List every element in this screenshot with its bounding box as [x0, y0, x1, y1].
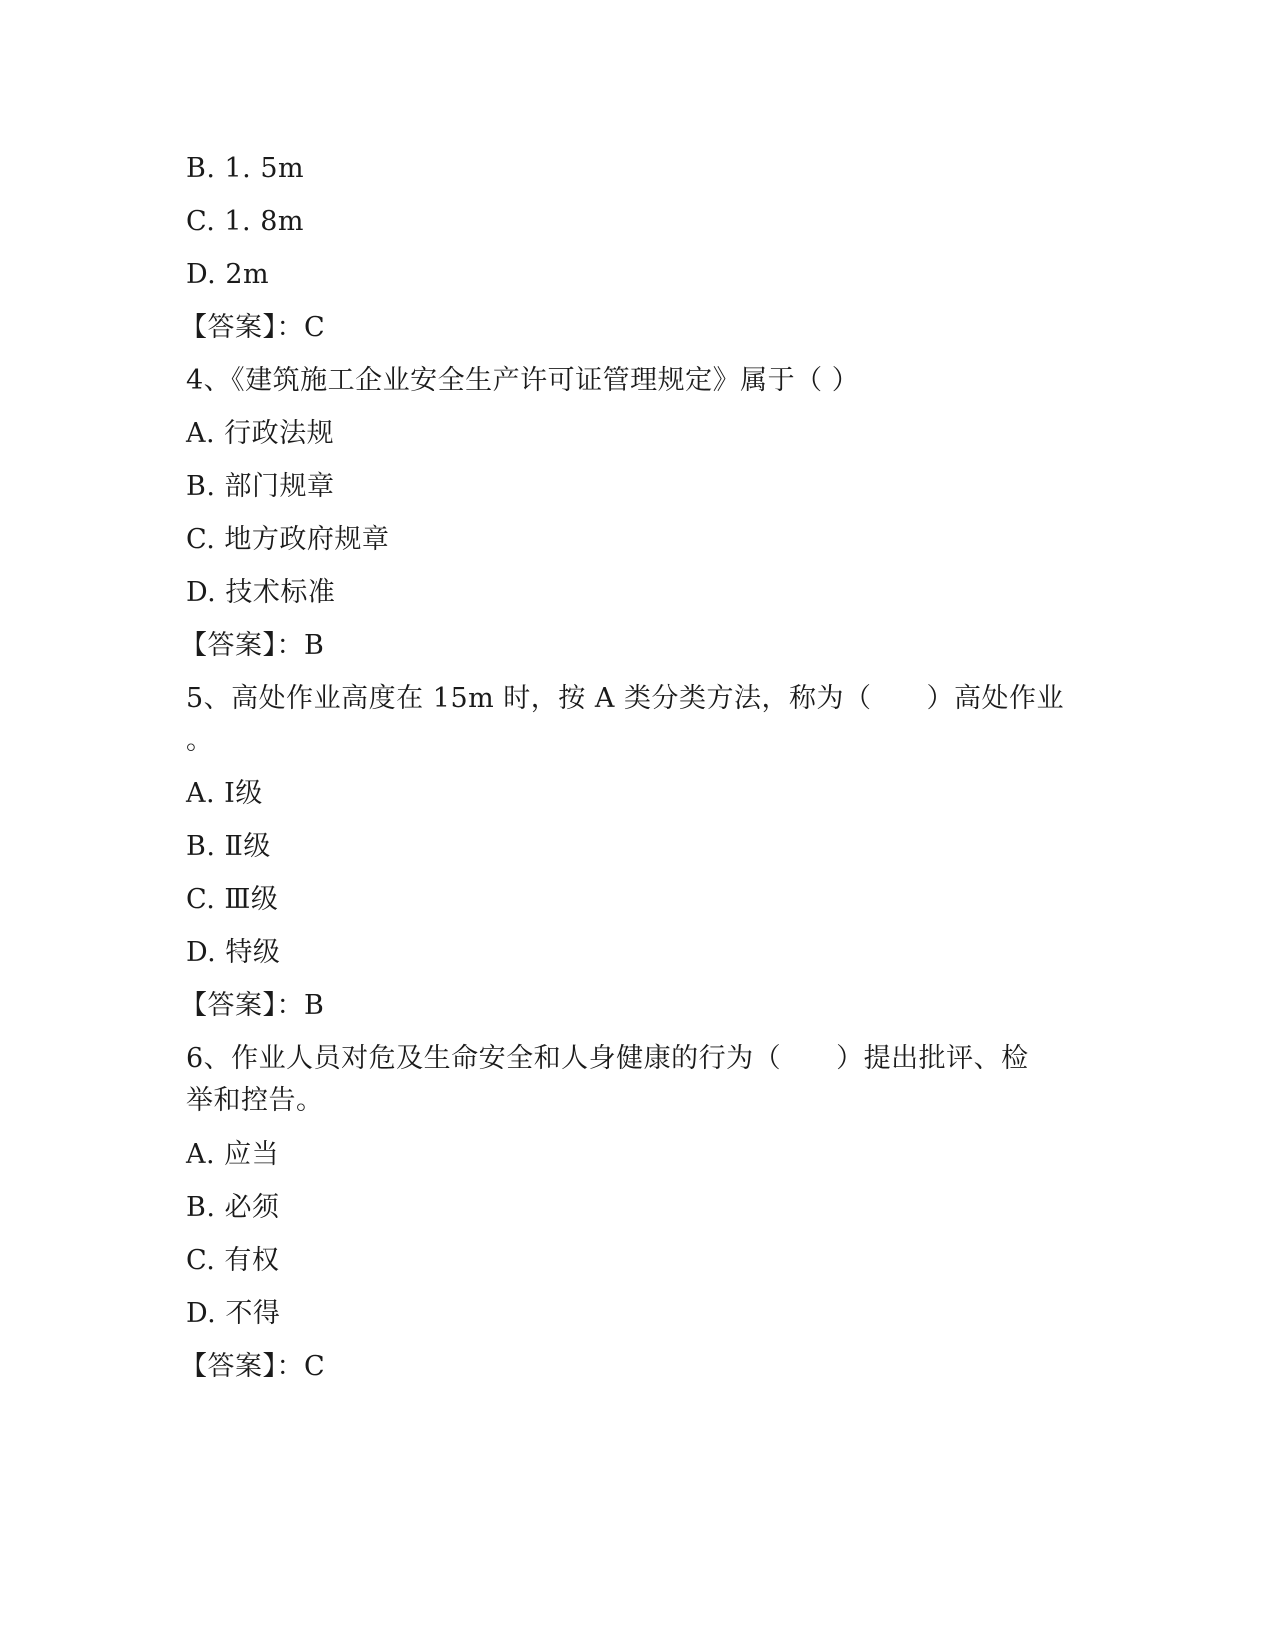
q4-option-b: B. 部门规章	[186, 471, 335, 502]
q3-option-b: B. 1. 5m	[186, 153, 305, 184]
q5-option-c: C. Ⅲ级	[186, 884, 279, 915]
q5-option-b: B. Ⅱ级	[186, 831, 271, 862]
q4-option-d: D. 技术标准	[186, 577, 336, 608]
q6-question-line2: 举和控告。	[186, 1085, 324, 1116]
q4-option-c: C. 地方政府规章	[186, 524, 390, 555]
q3-option-c: C. 1. 8m	[186, 206, 304, 237]
q5-option-a: A. Ⅰ级	[186, 778, 263, 809]
q4-option-a: A. 行政法规	[186, 418, 335, 449]
q6-answer: 【答案】：C	[180, 1351, 326, 1382]
q3-answer: 【答案】：C	[180, 312, 326, 343]
q6-option-a: A. 应当	[186, 1139, 280, 1170]
q6-option-b: B. 必须	[186, 1192, 280, 1223]
q5-answer: 【答案】：B	[180, 990, 325, 1021]
q5-question-line2: 。	[186, 725, 214, 756]
q5-question-line1: 5、高处作业高度在 15m 时，按 A 类分类方法，称为（ ）高处作业	[186, 683, 1064, 714]
q6-option-c: C. 有权	[186, 1245, 280, 1276]
q5-option-d: D. 特级	[186, 937, 281, 968]
q6-question-line1: 6、作业人员对危及生命安全和人身健康的行为（ ）提出批评、检	[186, 1043, 1029, 1074]
q6-option-d: D. 不得	[186, 1298, 281, 1329]
q3-option-d: D. 2m	[186, 259, 270, 290]
q4-question: 4、《建筑施工企业安全生产许可证管理规定》属于（ ）	[186, 365, 860, 396]
q4-answer: 【答案】：B	[180, 630, 325, 661]
